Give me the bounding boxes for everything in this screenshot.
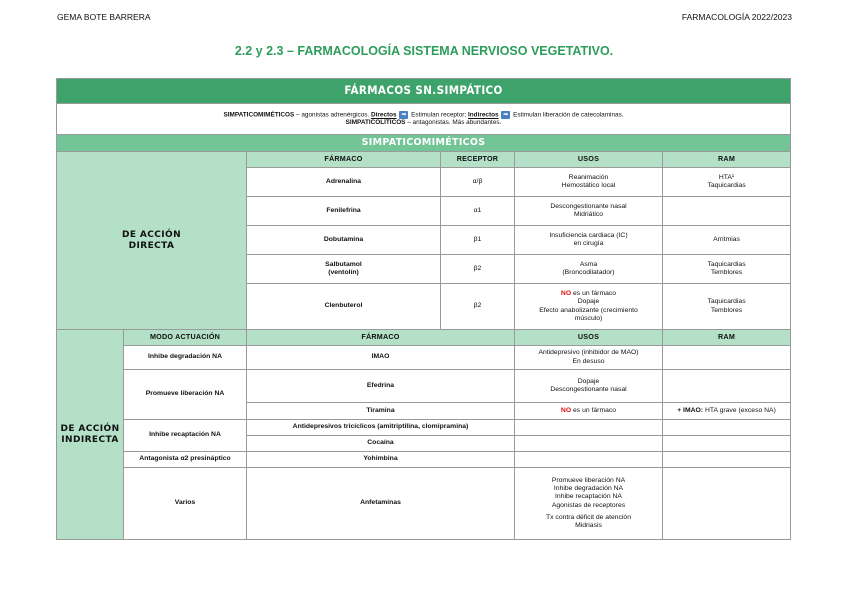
section-subheader: SIMPATICOMIMÉTICOS: [57, 135, 791, 152]
usos-line: Descongestionante nasal: [550, 386, 627, 393]
table-row: [57, 346, 791, 370]
usos-line: En desuso: [572, 357, 605, 365]
usos-line: Midriasis: [575, 521, 602, 529]
indirect-category-line1: DE ACCIÓN: [60, 423, 120, 434]
arrow-right-icon: ➡: [503, 112, 509, 119]
usos-line: Efecto anabolizante (crecimiento: [539, 306, 638, 314]
usos-line: Tx contra déficit de atención: [545, 513, 631, 521]
no-badge: NO: [560, 290, 572, 298]
usos-cell: [515, 197, 663, 226]
usos-cell: [515, 226, 663, 255]
table-row: [57, 452, 791, 468]
intro-text: – agonistas adrenérgicos.: [294, 111, 372, 119]
usos-cell: [515, 284, 663, 330]
usos-cell: [515, 436, 663, 452]
usos-line: Agonistas de receptores: [551, 501, 626, 509]
simpaticoliticos-text: – antagonistas. Más abundantes.: [405, 119, 502, 127]
no-badge: NO: [560, 406, 572, 414]
col-farmaco: FÁRMACO: [247, 330, 515, 346]
usos-line: músculo): [574, 314, 603, 322]
page-title: 2.2 y 2.3 – FARMACOLOGÍA SISTEMA NERVIOSO VEGETATIVO.: [234, 44, 614, 58]
modo-cell: Varios: [124, 468, 247, 540]
farmaco-cell: Tiramina: [247, 403, 515, 420]
simpaticoliticos-label: SIMPATICOLÍTICOS: [345, 119, 406, 127]
simpaticomimeticos-label: SIMPATICOMIMÉTICOS: [223, 111, 295, 119]
usos-line: Asma: [579, 260, 598, 268]
course-header: FARMACOLOGÍA 2022/2023: [681, 12, 792, 22]
ram-line: Temblores: [710, 306, 743, 314]
farmaco-cell: Yohimbina: [247, 452, 515, 468]
usos-line: Insuficiencia cardiaca (IC): [549, 231, 628, 239]
table-banner: FÁRMACOS SN.SIMPÁTICO: [57, 79, 791, 104]
ram-cell: [663, 370, 791, 403]
ram-line: Temblores: [710, 269, 743, 276]
usos-line: en cirugía: [573, 240, 604, 247]
col-farmaco: FÁRMACO: [247, 152, 441, 168]
farmaco-cell: IMAO: [247, 346, 515, 370]
usos-line: Dopaje: [577, 377, 600, 385]
ram-cell: [663, 255, 791, 284]
ram-line: Taquicardias: [707, 182, 746, 189]
usos-cell: [515, 403, 663, 420]
farmaco-cell: Adrenalina: [247, 168, 441, 197]
ram-cell: [663, 284, 791, 330]
ram-cell: [663, 436, 791, 452]
indirectos-label: Indirectos: [467, 111, 499, 119]
indirect-category: [57, 330, 124, 540]
ram-line: Taquicardias: [707, 260, 746, 268]
usos-cell: [515, 370, 663, 403]
farmaco-name: Salbutamol: [325, 260, 362, 268]
direct-category-line1: DE ACCIÓN: [121, 229, 182, 240]
ram-cell: Arritmias: [663, 226, 791, 255]
farmaco-alias: (ventolín): [328, 269, 359, 276]
receptor-cell: α1: [441, 197, 515, 226]
farmaco-cell: Dobutamina: [247, 226, 441, 255]
receptor-cell: β2: [441, 255, 515, 284]
usos-line: Inhibe recaptación NA: [555, 493, 622, 501]
intro-cell: [57, 104, 791, 135]
farmaco-cell: Cocaína: [247, 436, 515, 452]
table-row: [57, 370, 791, 403]
col-usos: USOS: [515, 330, 663, 346]
ram-cell: [663, 468, 791, 540]
ram-cell: [663, 168, 791, 197]
col-ram: RAM: [663, 152, 791, 168]
farmaco-cell: [247, 255, 441, 284]
directos-label: Directos: [371, 111, 397, 119]
usos-line: Dopaje: [577, 298, 600, 306]
modo-cell: Promueve liberación NA: [124, 370, 247, 420]
ram-cell: [663, 452, 791, 468]
modo-cell: Inhibe recaptación NA: [124, 420, 247, 452]
farmaco-cell: Efedrina: [247, 370, 515, 403]
pharmacology-table: [56, 78, 791, 540]
col-receptor: RECEPTOR: [441, 152, 515, 168]
modo-cell: Inhibe degradación NA: [124, 346, 247, 370]
table-row: [57, 468, 791, 540]
usos-line: Midriático: [573, 211, 604, 218]
usos-line: es un fármaco: [571, 406, 617, 414]
farmaco-cell: Anfetaminas: [247, 468, 515, 540]
indirect-category-line2: INDIRECTA: [61, 434, 119, 445]
receptor-cell: α/β: [441, 168, 515, 197]
ram-cell: [663, 197, 791, 226]
col-usos: USOS: [515, 152, 663, 168]
table-row: [57, 420, 791, 436]
ram-line: Taquicardias: [707, 298, 746, 306]
farmaco-cell: Fenilefrina: [247, 197, 441, 226]
usos-cell: [515, 255, 663, 284]
ram-bold: + IMAO:: [677, 406, 704, 414]
receptor-cell: β1: [441, 226, 515, 255]
farmaco-cell: Clenbuterol: [247, 284, 441, 330]
farmaco-cell: Antidepresivos tricíclicos (amitriptilina, clomipramina): [247, 420, 515, 436]
col-ram: RAM: [663, 330, 791, 346]
modo-cell: Antagonista α2 presináptico: [124, 452, 247, 468]
ram-cell: [663, 346, 791, 370]
direct-category-line2: DIRECTA: [128, 240, 175, 251]
col-modo: MODO ACTUACIÓN: [124, 330, 247, 346]
indirectos-text: Estimulan liberación de catecolaminas.: [511, 111, 624, 119]
usos-cell: [515, 168, 663, 197]
usos-line: Promueve liberación NA: [551, 477, 626, 485]
usos-line: Inhibe degradación NA: [553, 485, 624, 493]
arrow-right-icon: ➡: [401, 112, 407, 119]
usos-line: es un fármaco: [571, 290, 617, 298]
usos-line: (Broncodilatador): [562, 269, 615, 276]
author-header: GEMA BOTE BARRERA: [57, 12, 151, 22]
ram-line: HTA grave (exceso NA): [703, 406, 776, 414]
usos-line: Reanimación: [568, 173, 609, 181]
receptor-cell: β2: [441, 284, 515, 330]
direct-category: [57, 152, 247, 330]
usos-cell: [515, 420, 663, 436]
usos-line: Descongestionante nasal: [550, 202, 627, 210]
usos-line: Hemostático local: [561, 182, 616, 189]
directos-text: Estimulan receptor;: [409, 111, 468, 119]
usos-cell: [515, 452, 663, 468]
usos-cell: [515, 468, 663, 540]
ram-cell: [663, 420, 791, 436]
ram-line: HTA¹: [718, 173, 735, 181]
usos-cell: [515, 346, 663, 370]
usos-line: Antidepresivo (inhibidor de MAO): [538, 349, 639, 357]
ram-cell: [663, 403, 791, 420]
